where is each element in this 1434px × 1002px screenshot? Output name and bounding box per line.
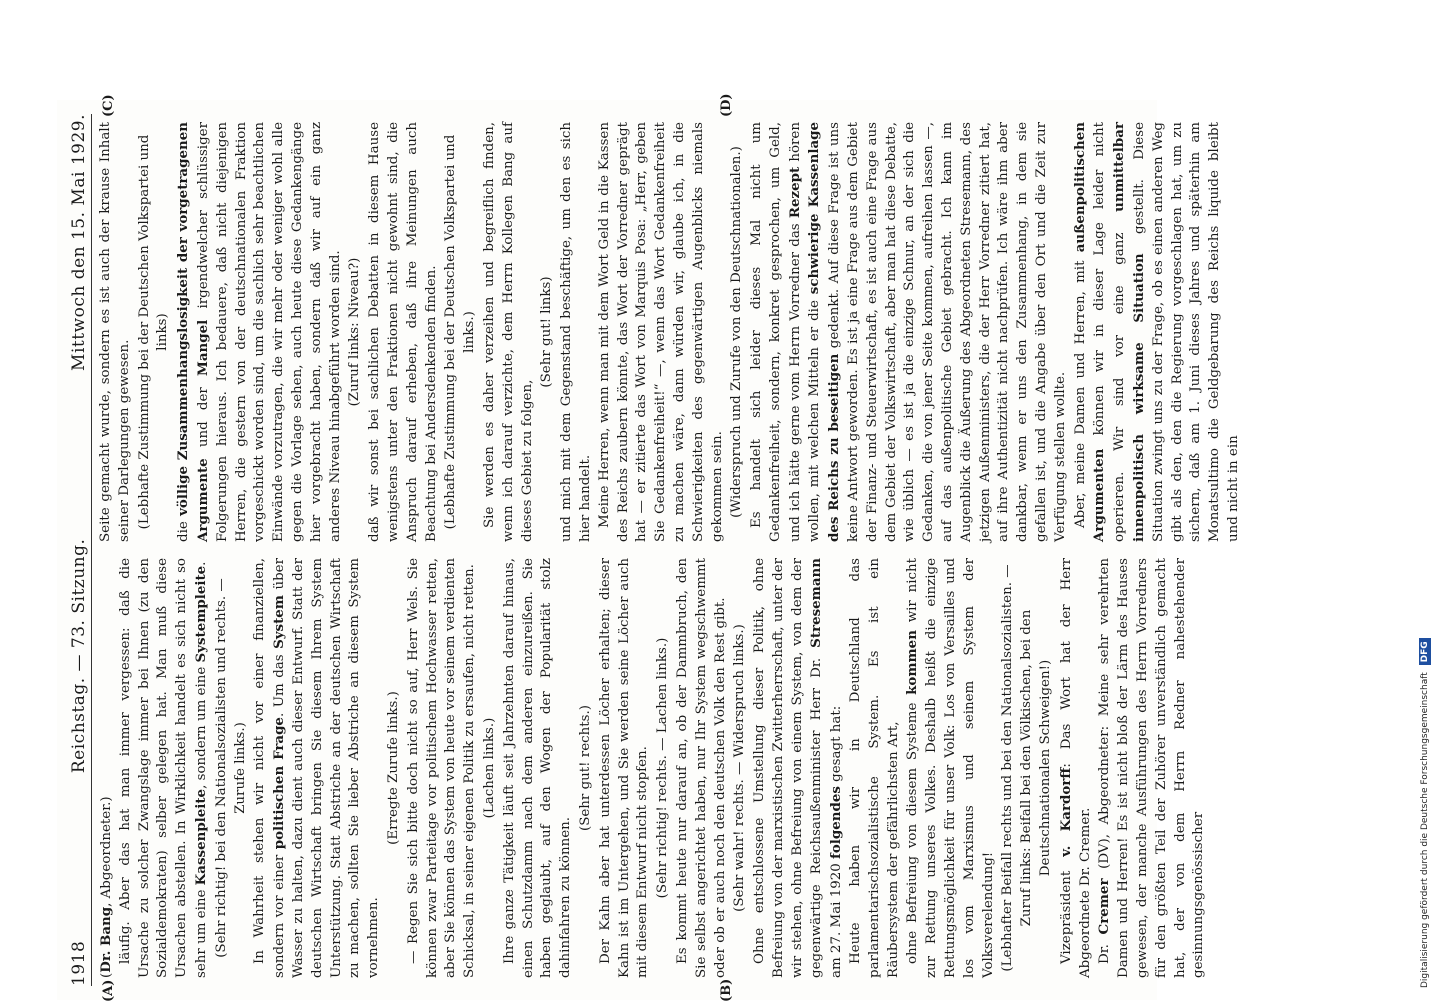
- page-header: [65, 114, 89, 986]
- interjection: (Lachen links.): [481, 717, 497, 819]
- right-text-column: [97, 122, 1244, 542]
- paragraph: daß wir sonst bei sachlichen Debatten in diesem Hause wenigstens unter den Fraktionen nicht gewohnt sind, die Anspruch darauf erheben, daß ihre Meinungen auch Beachtung bei Andersdenkenden finden.: [367, 122, 439, 542]
- paragraph: Aber, meine Damen und Herren, mit außenpolitischen Argumenten können wir in dieser Lage leider nicht operieren. Wir sind vor eine ganz unmittelbar innenpolitisch wirksame Situation gestellt. Diese Situation zwingt uns zu der Frage, ob es einen anderen Weg gibt als den, den die Regierung vorgeschlagen hat, um zu sichern, daß am 1. Juni dieses Jahres und späterhin am Monatsultimo die Geldgebarung des Reichs liquide bleibt und nicht in ein: [1071, 122, 1242, 542]
- paragraph: Sie werden es daher verzeihen und begreiflich finden, wenn ich darauf verzichte, dem Herrn Kollegen Bang auf dieses Gebiet zu folgen,: [481, 122, 535, 542]
- paragraph: In Wahrheit stehen wir nicht vor einer finanziellen, sondern vor einer politischen Frage. Um das System über Wasser zu halten, dazu dient auch dieser Entwurf. Statt der deutschen Wirtschaft bringen Sie diesem Ihrem System Unterstützung. Statt Abstriche an der deutschen Wirtschaft zu machen, sollten Sie lieber Abstriche an diesem System vornehmen.: [252, 558, 382, 978]
- paragraph: Seite gemacht wurde, sondern es ist auch der krause Inhalt seiner Darlegungen gewesen.: [98, 122, 132, 542]
- dfg-logo: DFG: [1419, 638, 1431, 665]
- running-title: Reichstag. — 73. Sitzung.: [69, 538, 89, 774]
- digitization-stamp: [1416, 0, 1434, 1000]
- interjection: (Sehr gut! links): [539, 276, 555, 388]
- session-date: Mittwoch den 15. Mai 1929.: [69, 114, 89, 371]
- page-number: 1918: [69, 940, 89, 986]
- document-page: [57, 93, 1242, 1002]
- paragraph: läufig. Aber das hat man immer vergessen: daß die Ursache zu solcher Zwangslage immer bei Ihnen (zu den Sozialdemokraten) selber gelegen hat. Man muß diese Ursachen abstellen. In Wirklichkeit handelt es sich nicht so sehr um eine Kassenpleite, sondern um eine Systempleite.: [117, 558, 209, 978]
- interjection: (Sehr wahr! rechts. — Widerspruch links.): [732, 624, 748, 912]
- interjection: (Widerspruch und Zurufe von den Deutschnationalen.): [729, 146, 745, 518]
- interjection: (Lebhafte Zustimmung bei der Deutschen Volkspartei und links.): [443, 134, 478, 530]
- paragraph: (Dr. Bang, Abgeordneter.): [98, 796, 114, 978]
- paragraph: Es kommt heute nur darauf an, ob der Dammbruch, den Sie selbst angerichtet haben, nur Ihr System wegschwemmt oder ob er auch noch den deutschen Volk den Rest gibt.: [674, 558, 728, 978]
- interjection: (Zuruf links: Niveau?): [347, 257, 363, 407]
- paragraph: Meine Herren, wenn man mit dem Wort Geld in die Kassen des Reichs zaubern könnte, das Wort der Vorredner geprägt hat — er zitierte das Wort von Marquis Posa: „Herr, geben Sie Gedankenfreiheit!“ —, wenn das Wort Gedankenfreiheit zu machen wäre, dann würden wir, glaube ich, in die Schwierigkeiten des gegenwärtigen Augenblicks niemals gekommen sein.: [596, 122, 725, 542]
- margin-mark-a: (A): [101, 979, 116, 1002]
- interjection: (Sehr richtig! rechts. — Lachen links.): [655, 637, 671, 899]
- paragraph: Ohne entschlossene Umstellung dieser Politik, ohne Befreiung von der marxistischen Zwitterherrschaft, unter der wir stehen, ohne Befreiung von einem System, von dem der gegenwärtige Reichsaußenminister Herr Dr. Stresemann am 27. Mai 1920 folgendes gesagt hat:: [752, 558, 845, 978]
- paragraph: — Regen Sie sich bitte doch nicht so auf, Herr Wels. Sie können zwar Parteitage vor politischem Hochwasser retten, aber Sie können das System von heute vor seinem verdienten Schicksal, in seiner eigenen Politik zu ersaufen, nicht retten.: [405, 558, 478, 978]
- paragraph: ohne Befreiung von diesem Systeme kommen wir nicht zur Rettung unseres Volkes. Deshalb heißt die einzige Rettungsmöglichkeit für unser Volk: Los von Versailles und los vom Marxismus und seinem System der Volksverelendung!: [904, 558, 996, 978]
- interjection: (Lebhafte Zustimmung bei der Deutschen Volkspartei und links): [136, 134, 171, 530]
- paragraph: Der Kahn aber hat unterdessen Löcher erhalten; dieser Kahn ist im Untergehen, und Sie werden seine Löcher auch mit diesem Entwurf nicht stopfen.: [597, 558, 651, 978]
- interjection: (Erregte Zurufe links.): [385, 691, 401, 845]
- paragraph: Dr. Cremer (DV), Abgeordneter: Meine sehr verehrten Damen und Herren! Es ist nicht bloß der Lärm des Hauses gewesen, der manche Ausführungen des Herrn Vorredners für den größten Teil der Zuhörer unverständlich gemacht hat, der von dem Herrn Redner nahestehender gesinnungsgenössischer: [1096, 558, 1207, 978]
- paragraph: die völlige Zusammenhangslosigkeit der vorgetragenen Argumente und der Mangel irgendwelcher schlüssiger Folgerungen hieraus. Ich bedauere, daß nicht diejenigen Herren, die gestern von der deutschnationalen Fraktion vorgeschickt worden sind, um die sachlich sehr beachtlichen Einwände vorzutragen, die wir mehr oder weniger wohl alle gegen die Vorlage sehen, auch heute diese Gedankengänge hier vorgebracht haben, sondern daß wir auf ein ganz anderes Niveau hinabgeführt worden sind.: [175, 122, 343, 542]
- paragraph: Ihre ganze Tätigkeit läuft seit Jahrzehnten darauf hinaus, einen Schutzdamm nach dem anderen einzureißen. Sie haben geglaubt, auf den Wogen der Popularität stolz dahinfahren zu können.: [501, 558, 574, 978]
- interjection: (Sehr gut! rechts.): [577, 705, 593, 832]
- left-text-column: [97, 558, 1209, 978]
- paragraph: Es handelt sich leider dieses Mal nicht um Gedankenfreiheit, sondern, konkret gesprochen, um Geld, und ich hätte gerne vom Herrn Vorredner das Rezept hören wollen, mit welchen Mitteln er die schwierige Kassenlage des Reichs zu beseitigen gedenkt. Auf diese Frage ist uns keine Antwort geworden. Es ist ja eine Frage aus dem Gebiet der Finanz- und Steuerwirtschaft, es ist auch eine Frage aus dem Gebiet der Volkswirtschaft, aber man hat diese Debatte, wie üblich — es ist ja die einzige Schnur, an der sich die Gedanken, die von jener Seite kommen, aufreihen lassen —, auf das außenpolitische Gebiet gebracht. Ich kann im Augenblick die Äußerung des Abgeordneten Stresemann, des jetzigen Außenministers, die der Herr Vorredner zitiert hat, auf ihre Authentizität nicht nachprüfen. Ich wäre ihm aber dankbar, wenn er uns den Zusammenhang, in dem sie gefallen ist, und die Angabe über den Ort und die Zeit zur Verfügung stellen wollte.: [749, 121, 1068, 542]
- paragraph: Heute haben wir in Deutschland das parlamentarischsozialistische System. Es ist ein Räubersystem der gefährlichsten Art,: [848, 558, 901, 978]
- margin-mark-d: (D): [719, 93, 734, 117]
- interjection: (Sehr richtig! bei den Nationalsozialisten und rechts. — Zurufe links.): [213, 578, 248, 958]
- funding-note: Digitalisierung gefördert durch die Deutsche Forschungsgemeinschaft: [1420, 672, 1430, 988]
- margin-mark-b: (B): [719, 978, 734, 1002]
- paragraph: und mich mit dem Gegenstand beschäftige, um den es sich hier handelt.: [559, 122, 593, 542]
- header-rule: [91, 114, 92, 986]
- paragraph: Vizepräsident v. Kardorff: Das Wort hat der Herr Abgeordnete Dr. Cremer.: [1057, 557, 1093, 978]
- interjection: (Lebhafter Beifall rechts und bei den Nationalsozialisten. — Zuruf links: Beifall bei den Völkischen, bei den Deutschnationalen Schweigen!): [1000, 564, 1054, 972]
- margin-mark-c: (C): [101, 94, 116, 117]
